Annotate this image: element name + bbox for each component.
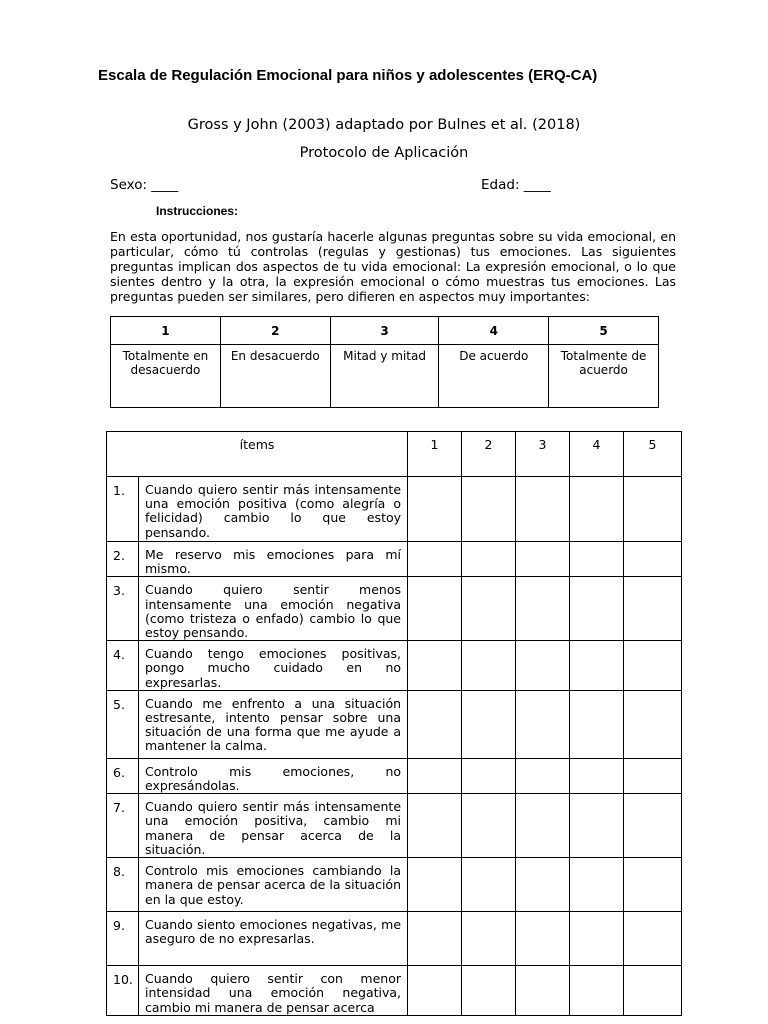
response-cell[interactable]: [516, 858, 570, 912]
column-header: 1: [408, 432, 462, 477]
item-number: 8.: [107, 858, 139, 912]
table-row: [107, 577, 682, 641]
response-cell[interactable]: [408, 542, 462, 577]
item-number: 5.: [107, 690, 139, 758]
response-cell[interactable]: [408, 577, 462, 641]
item-number: 1.: [107, 477, 139, 542]
response-cell[interactable]: [516, 477, 570, 542]
response-cell[interactable]: [462, 966, 516, 1016]
response-cell[interactable]: [624, 641, 682, 691]
response-cell[interactable]: [408, 690, 462, 758]
items-table: [106, 431, 682, 1016]
scale-number: 4: [439, 317, 549, 345]
response-cell[interactable]: [516, 966, 570, 1016]
instructions-heading: Instrucciones:: [156, 204, 239, 218]
item-text: Controlo mis emociones cambiando la manera de pensar acerca de la situación en la que estoy.: [139, 858, 408, 912]
response-cell[interactable]: [462, 758, 516, 793]
column-header: 2: [462, 432, 516, 477]
table-row: [107, 641, 682, 691]
response-cell[interactable]: [462, 794, 516, 858]
item-number: 2.: [107, 542, 139, 577]
response-cell[interactable]: [408, 794, 462, 858]
response-cell[interactable]: [624, 858, 682, 912]
response-cell[interactable]: [624, 690, 682, 758]
column-header: 4: [570, 432, 624, 477]
response-cell[interactable]: [624, 542, 682, 577]
scale-label: Mitad y mitad: [330, 345, 439, 408]
scale-label: De acuerdo: [439, 345, 549, 408]
instructions-text: En esta oportunidad, nos gustaría hacerle algunas preguntas sobre su vida emocional, en particular, cómo tú controlas (regulas y gestionas) tus emociones. Las siguientes preguntas implican dos aspectos de tu vida emocional: La expresión emocional, o lo que sientes dentro y la otra, la expresión emocional o cómo muestras tus emociones. Las preguntas pueden ser similares, pero difieren en aspectos muy importantes:: [110, 229, 676, 304]
response-scale-table: [110, 316, 659, 408]
scale-label: Totalmente de acuerdo: [549, 345, 659, 408]
item-text: Me reservo mis emociones para mí mismo.: [139, 542, 408, 577]
sexo-field: Sexo: ____: [110, 177, 179, 193]
response-cell[interactable]: [462, 690, 516, 758]
table-row: [107, 858, 682, 912]
response-cell[interactable]: [516, 542, 570, 577]
response-cell[interactable]: [516, 794, 570, 858]
response-cell[interactable]: [408, 477, 462, 542]
response-cell[interactable]: [570, 966, 624, 1016]
response-cell[interactable]: [462, 577, 516, 641]
table-row: [107, 794, 682, 858]
response-cell[interactable]: [408, 912, 462, 966]
item-text: Cuando me enfrento a una situación estresante, intento pensar sobre una situación de una forma que me ayude a mantener la calma.: [139, 690, 408, 758]
response-cell[interactable]: [624, 477, 682, 542]
response-cell[interactable]: [516, 641, 570, 691]
response-cell[interactable]: [408, 641, 462, 691]
item-text: Cuando quiero sentir menos intensamente una emoción negativa (como tristeza o enfado) cambio lo que estoy pensando.: [139, 577, 408, 641]
edad-field: Edad: ____: [481, 177, 551, 193]
response-cell[interactable]: [462, 542, 516, 577]
response-cell[interactable]: [408, 758, 462, 793]
item-number: 3.: [107, 577, 139, 641]
table-row: [107, 758, 682, 793]
protocol-heading: Protocolo de Aplicación: [299, 145, 469, 161]
table-row: [107, 912, 682, 966]
response-cell[interactable]: [570, 641, 624, 691]
item-text: Cuando tengo emociones positivas, pongo mucho cuidado en no expresarlas.: [139, 641, 408, 691]
column-header: 3: [516, 432, 570, 477]
response-cell[interactable]: [570, 794, 624, 858]
table-row: [107, 966, 682, 1016]
response-cell[interactable]: [462, 641, 516, 691]
item-number: 4.: [107, 641, 139, 691]
response-cell[interactable]: [462, 477, 516, 542]
response-cell[interactable]: [624, 758, 682, 793]
response-cell[interactable]: [624, 966, 682, 1016]
response-cell[interactable]: [408, 966, 462, 1016]
items-header: ítems: [107, 432, 408, 477]
response-cell[interactable]: [570, 758, 624, 793]
response-cell[interactable]: [408, 858, 462, 912]
item-number: 9.: [107, 912, 139, 966]
item-text: Controlo mis emociones, no expresándolas.: [139, 758, 408, 793]
scale-number: 2: [220, 317, 330, 345]
scale-number: 3: [330, 317, 439, 345]
scale-label: En desacuerdo: [220, 345, 330, 408]
item-number: 7.: [107, 794, 139, 858]
item-number: 10.: [107, 966, 139, 1016]
item-text: Cuando quiero sentir con menor intensidad una emoción negativa, cambio mi manera de pensar acerca: [139, 966, 408, 1016]
document-title: Escala de Regulación Emocional para niños y adolescentes (ERQ-CA): [98, 67, 598, 84]
column-header: 5: [624, 432, 682, 477]
response-cell[interactable]: [516, 577, 570, 641]
response-cell[interactable]: [624, 577, 682, 641]
scale-label: Totalmente en desacuerdo: [111, 345, 221, 408]
response-cell[interactable]: [462, 858, 516, 912]
item-text: Cuando quiero sentir más intensamente una emoción positiva, cambio mi manera de pensar acerca de la situación.: [139, 794, 408, 858]
response-cell[interactable]: [624, 912, 682, 966]
response-cell[interactable]: [570, 690, 624, 758]
scale-number: 1: [111, 317, 221, 345]
item-number: 6.: [107, 758, 139, 793]
response-cell[interactable]: [624, 794, 682, 858]
response-cell[interactable]: [570, 577, 624, 641]
scale-number: 5: [549, 317, 659, 345]
document-subtitle: Gross y John (2003) adaptado por Bulnes et al. (2018): [187, 117, 581, 133]
response-cell[interactable]: [570, 477, 624, 542]
response-cell[interactable]: [516, 758, 570, 793]
response-cell[interactable]: [516, 912, 570, 966]
response-cell[interactable]: [516, 690, 570, 758]
item-text: Cuando quiero sentir más intensamente una emoción positiva (como alegría o felicidad) cambio lo que estoy pensando.: [139, 477, 408, 542]
table-row: [107, 477, 682, 542]
table-row: [107, 690, 682, 758]
table-row: [107, 542, 682, 577]
response-cell[interactable]: [570, 542, 624, 577]
item-text: Cuando siento emociones negativas, me aseguro de no expresarlas.: [139, 912, 408, 966]
response-cell[interactable]: [570, 858, 624, 912]
response-cell[interactable]: [570, 912, 624, 966]
response-cell[interactable]: [462, 912, 516, 966]
